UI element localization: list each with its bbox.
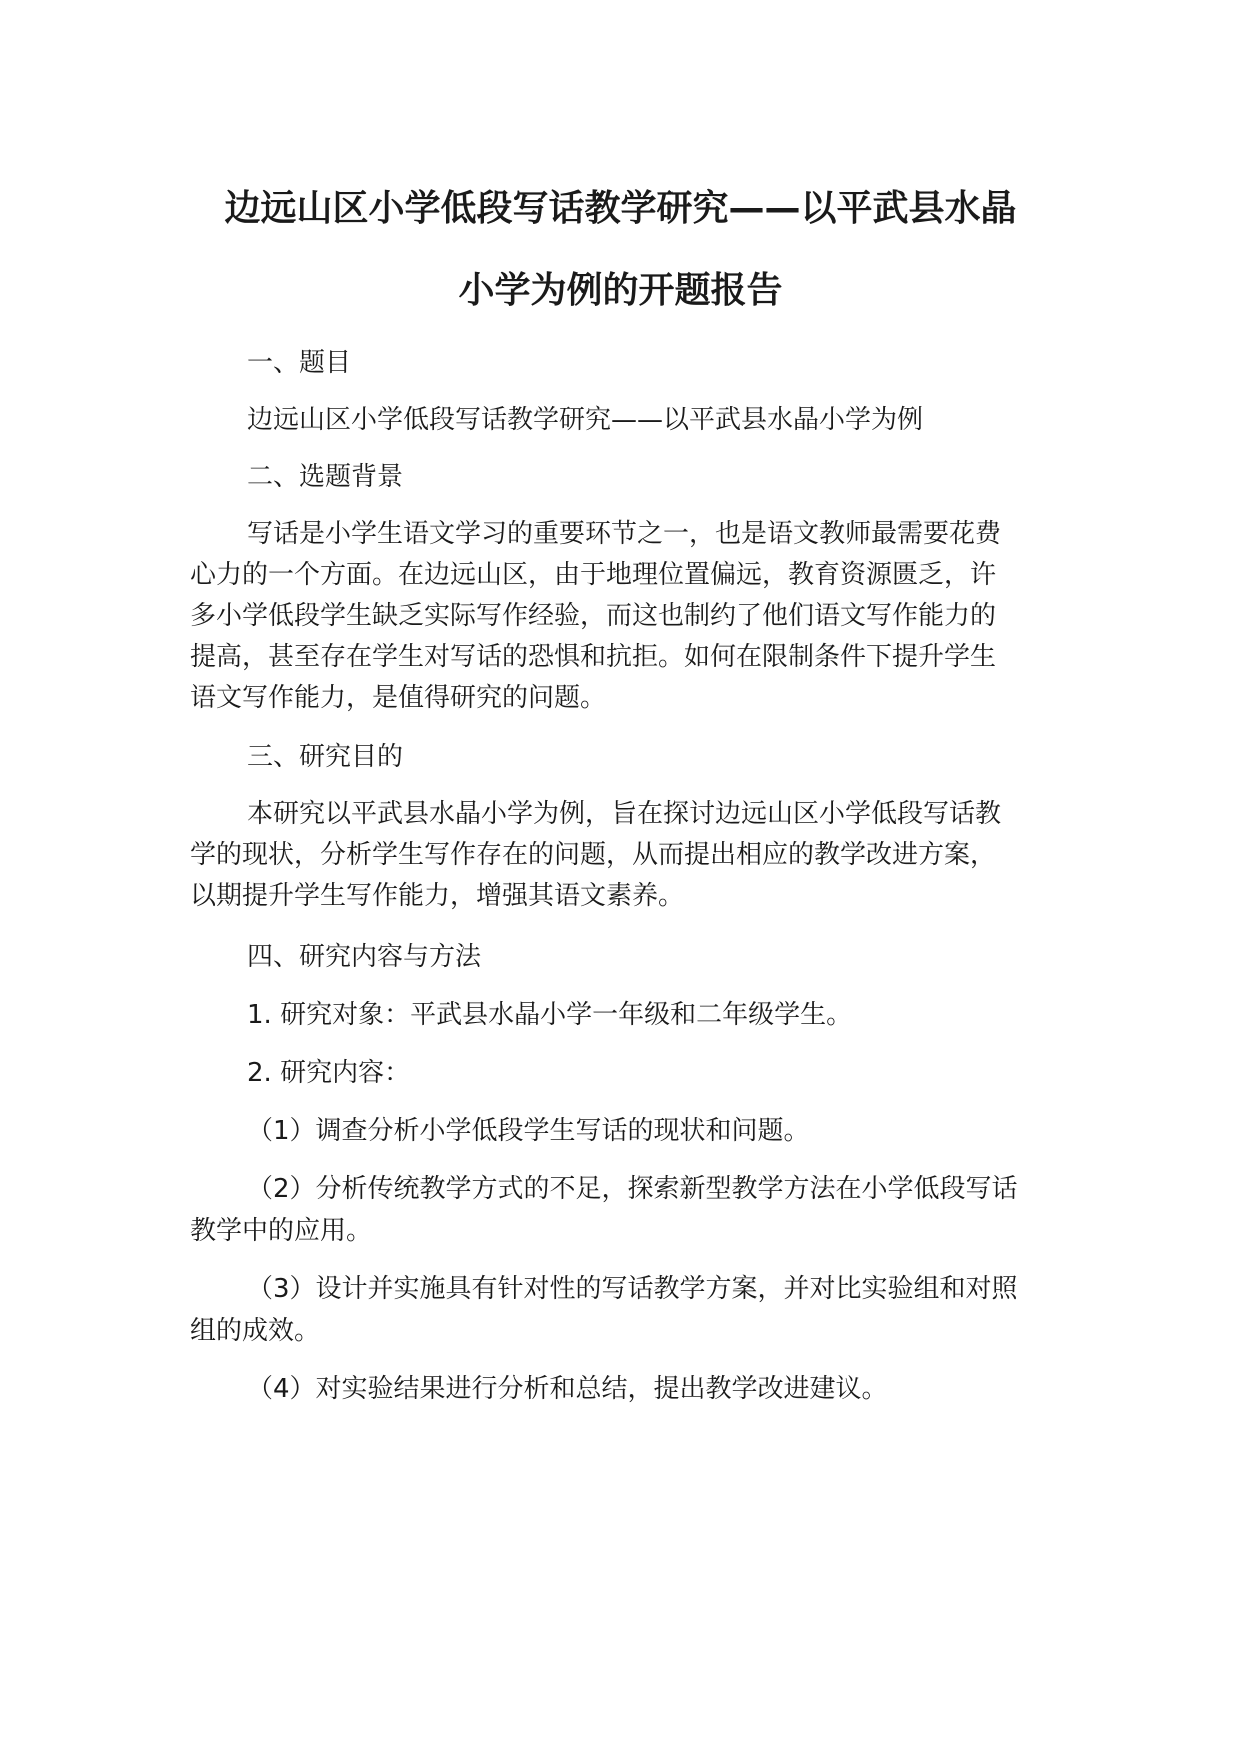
paragraph-line: 写话是小学生语文学习的重要环节之一，也是语文教师最需要花费 [247,519,1002,549]
section-heading-topic: 一、题目 [247,348,352,378]
paragraph-line: 以期提升学生写作能力，增强其语文素养。 [190,881,685,911]
paragraph-line: 提高，甚至存在学生对写话的恐惧和抗拒。如何在限制条件下提升学生 [190,642,997,672]
document-title-line-1: 边远山区小学低段写话教学研究——以平武县水晶 [224,188,1017,229]
list-item-continuation: 组的成效。 [190,1316,321,1346]
list-item: （3）设计并实施具有针对性的写话教学方案，并对比实验组和对照 [247,1274,1018,1304]
paragraph-line: 学的现状，分析学生写作存在的问题，从而提出相应的教学改进方案， [190,840,997,870]
list-item: （1）调查分析小学低段学生写话的现状和问题。 [247,1116,810,1146]
document-title-line-2: 小学为例的开题报告 [458,270,783,311]
list-item: （2）分析传统教学方式的不足，探索新型教学方法在小学低段写话 [247,1174,1018,1204]
paragraph-line: 本研究以平武县水晶小学为例，旨在探讨边远山区小学低段写话教 [247,799,1002,829]
section-heading-background: 二、选题背景 [247,462,404,492]
paragraph-line: 边远山区小学低段写话教学研究——以平武县水晶小学为例 [247,405,924,435]
section-heading-content-method: 四、研究内容与方法 [247,942,482,972]
list-item-continuation: 教学中的应用。 [190,1216,373,1246]
paragraph-line: 多小学低段学生缺乏实际写作经验，而这也制约了他们语文写作能力的 [190,601,997,631]
list-item: （4）对实验结果进行分析和总结，提出教学改进建议。 [247,1374,888,1404]
list-item: 1. 研究对象：平武县水晶小学一年级和二年级学生。 [247,1000,853,1030]
section-heading-purpose: 三、研究目的 [247,742,404,772]
paragraph-line: 心力的一个方面。在边远山区，由于地理位置偏远，教育资源匮乏，许 [190,560,997,590]
list-item: 2. 研究内容： [247,1058,411,1088]
paragraph-line: 语文写作能力，是值得研究的问题。 [190,683,607,713]
